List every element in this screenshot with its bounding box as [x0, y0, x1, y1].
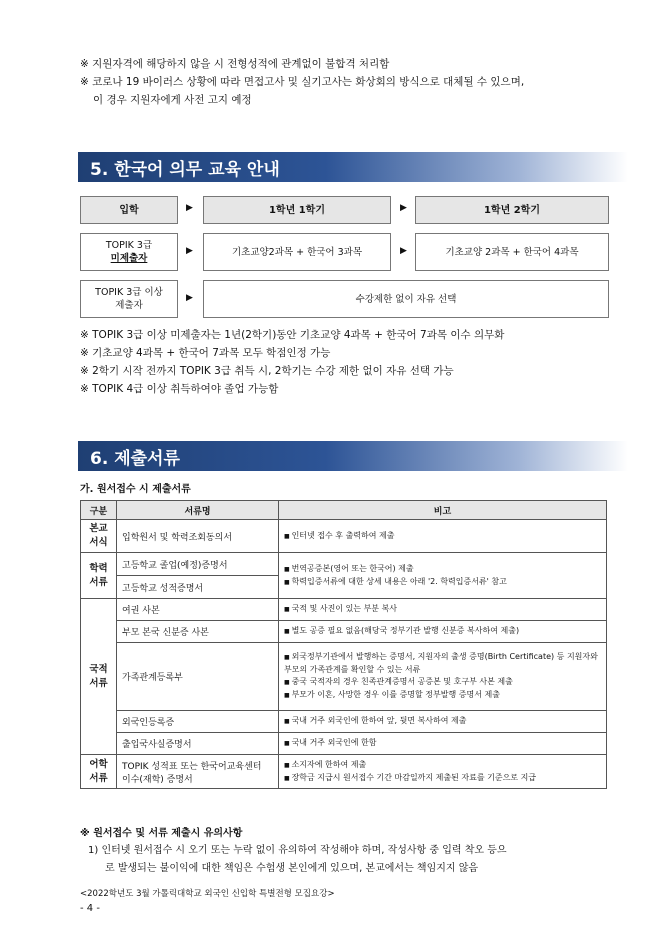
- category-line: 본교: [89, 523, 108, 534]
- section6-title: 6. 제출서류: [90, 449, 180, 469]
- table-row: [81, 733, 607, 755]
- doc-name: 고등학교 성적증명서: [117, 576, 279, 599]
- category-line: 서식: [89, 537, 108, 548]
- doc-name: 출입국사실증명서: [117, 733, 279, 755]
- table-row: [81, 755, 607, 789]
- remark-line: ■ 국적 및 사진이 있는 부분 복사: [284, 603, 601, 616]
- footer-doc-title: <2022학년도 3월 가톨릭대학교 외국인 신입학 특별전형 모집요강>: [80, 889, 335, 899]
- caution-title: ※ 원서접수 및 서류 제출시 유의사항: [80, 828, 243, 839]
- remark-line: ■ 장학금 지급시 원서접수 기간 마감일까지 제출된 자료를 기준으로 지급: [284, 772, 601, 785]
- section5-title: 5. 한국어 의무 교육 안내: [90, 160, 280, 180]
- row1-label-line2: 미제출자: [110, 253, 148, 264]
- remark-line: ■ 소지자에 한하여 제출: [284, 759, 601, 772]
- row2-all: 수강제한 없이 자유 선택: [203, 280, 609, 318]
- arrow-right-icon: ▶: [186, 246, 193, 256]
- section6-title-bar: [78, 441, 628, 471]
- documents-table: [80, 500, 607, 789]
- table-row: [81, 553, 607, 576]
- header-sem2: 1학년 2학기: [415, 196, 609, 224]
- header-sem1: 1학년 1학기: [203, 196, 391, 224]
- category-cell: [81, 520, 117, 553]
- row2-label-line1: TOPIK 3급 이상: [95, 287, 163, 298]
- remark-line: ■ 중국 국적자의 경우 친족관계증명서 공증본 및 호구부 사본 제출: [284, 676, 601, 689]
- remark-line: ■ 인터넷 접수 후 출력하여 제출: [284, 530, 601, 543]
- category-line: 서류: [89, 677, 108, 689]
- doc-name: 부모 본국 신분증 사본: [117, 621, 279, 643]
- arrow-right-icon: ▶: [400, 246, 407, 256]
- category-cell: [81, 599, 117, 755]
- category-line: 학력: [89, 562, 108, 574]
- doc-name: 외국인등록증: [117, 711, 279, 733]
- section5-note-1: ※ TOPIK 3급 이상 미제출자는 1년(2학기)동안 기초교양 4과목 + 한국어 7과목 이수 의무화: [80, 329, 505, 341]
- doc-remark: [279, 621, 607, 643]
- doc-name: TOPIK 성적표 또는 한국어교육센터 이수(재학) 증명서: [117, 755, 279, 789]
- category-cell: [81, 755, 117, 789]
- table-row: [81, 599, 607, 621]
- arrow-right-icon: ▶: [400, 203, 407, 213]
- remark-line: ■ 부모가 이혼, 사망한 경우 이를 증명할 정부발행 증명서 제출: [284, 689, 601, 702]
- col-header-category: 구분: [81, 501, 117, 520]
- table-row: [81, 643, 607, 711]
- col-header-remarks: 비고: [279, 501, 607, 520]
- category-cell: [81, 553, 117, 599]
- table-row: [81, 520, 607, 553]
- doc-remark: [279, 711, 607, 733]
- section5-note-2: ※ 기초교양 4과목 + 한국어 7과목 모두 학점인정 가능: [80, 347, 331, 359]
- table-row: [81, 621, 607, 643]
- category-line: 서류: [89, 772, 108, 784]
- category-line: 서류: [89, 576, 108, 588]
- col-header-doc-name: 서류명: [117, 501, 279, 520]
- row1-label: [80, 233, 178, 271]
- row2-label: [80, 280, 178, 318]
- section5-note-4: ※ TOPIK 4급 이상 취득하여야 졸업 가능함: [80, 383, 279, 395]
- doc-remark: [279, 599, 607, 621]
- doc-name: 고등학교 졸업(예정)증명서: [117, 553, 279, 576]
- remark-line: ■ 국내 거주 외국인에 한함: [284, 737, 601, 750]
- doc-name: 가족관계등록부: [117, 643, 279, 711]
- category-line: 국적: [89, 663, 108, 675]
- remark-line: ■ 국내 거주 외국인에 한하여 앞, 뒷면 복사하여 제출: [284, 715, 601, 728]
- doc-remark: [279, 643, 607, 711]
- row1-sem2: 기초교양 2과목 + 한국어 4과목: [415, 233, 609, 271]
- remark-line: ■ 학력입증서류에 대한 상세 내용은 아래 '2. 학력입증서류' 참고: [284, 576, 601, 589]
- doc-remark: [279, 755, 607, 789]
- arrow-right-icon: ▶: [186, 203, 193, 213]
- caution-line-1: 1) 인터넷 원서접수 시 오기 또는 누락 없이 유의하여 작성해야 하며, 작성사항 중 입력 착오 등으: [88, 845, 507, 856]
- note-covid-cont: 이 경우 지원자에게 사전 고지 예정: [93, 94, 252, 106]
- remark-line: ■ 외국정부기관에서 발행하는 증명서, 지원자의 출생 증명(Birth Certificate) 등 지원자와 부모의 가족관계를 확인할 수 있는 서류: [284, 651, 601, 676]
- page-number: - 4 -: [80, 903, 100, 914]
- table-row: [81, 711, 607, 733]
- note-covid: ※ 코로나 19 바이러스 상황에 따라 면접고사 및 실기고사는 화상회의 방식으로 대체될 수 있으며,: [80, 76, 525, 88]
- doc-remark: [279, 520, 607, 553]
- remark-line: ■ 별도 공증 필요 없음(해당국 정부기관 발행 신분증 복사하여 제출): [284, 625, 601, 638]
- row1-label-line1: TOPIK 3급: [105, 240, 153, 251]
- arrow-right-icon: ▶: [186, 293, 193, 303]
- row1-sem1: 기초교양2과목 + 한국어 3과목: [203, 233, 391, 271]
- section5-title-bar: [78, 152, 628, 182]
- doc-name: 여권 사본: [117, 599, 279, 621]
- row2-label-line2: 제출자: [115, 300, 143, 311]
- remark-line: ■ 번역공증본(영어 또는 한국어) 제출: [284, 563, 601, 576]
- header-admission: 입학: [80, 196, 178, 224]
- section5-note-3: ※ 2학기 시작 전까지 TOPIK 3급 취득 시, 2학기는 수강 제한 없이 자유 선택 가능: [80, 365, 454, 377]
- note-eligibility: ※ 지원자격에 해당하지 않을 시 전형성적에 관계없이 불합격 처리함: [80, 58, 390, 70]
- caution-line-2: 로 발생되는 불이익에 대한 책임은 수험생 본인에게 있으며, 본교에서는 책임지지 않음: [105, 863, 479, 874]
- doc-name: 입학원서 및 학력조회동의서: [117, 520, 279, 553]
- category-line: 어학: [89, 758, 108, 770]
- doc-remark: [279, 553, 607, 599]
- section6-subtitle: 가. 원서접수 시 제출서류: [80, 484, 191, 495]
- doc-remark: [279, 733, 607, 755]
